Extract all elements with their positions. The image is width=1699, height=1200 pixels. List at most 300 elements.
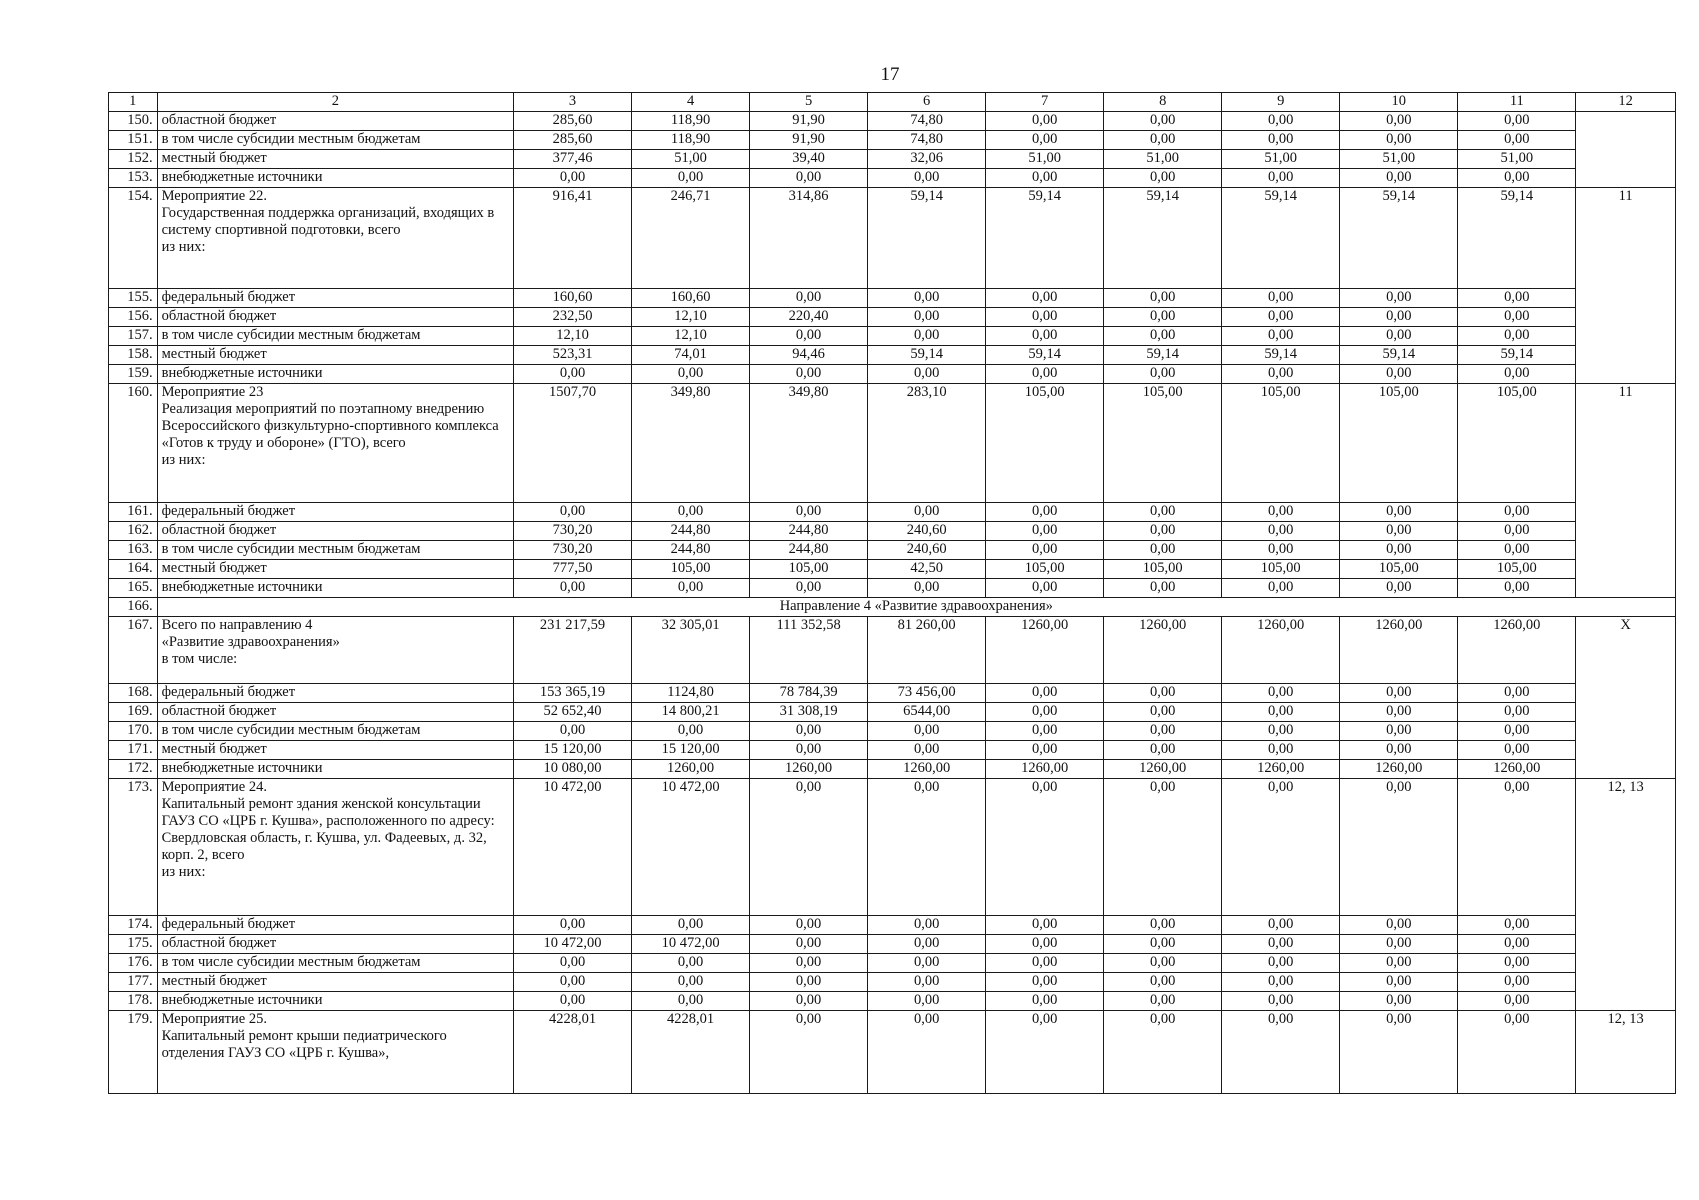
- value-cell-col-11: 1260,00: [1458, 760, 1576, 779]
- value-cell-col-3: 1507,70: [514, 384, 632, 503]
- value-cell-col-5: 349,80: [750, 384, 868, 503]
- value-cell-col-8: 0,00: [1104, 541, 1222, 560]
- column-header-4: 4: [632, 93, 750, 112]
- table-body: [109, 93, 1676, 1094]
- row-label: федеральный бюджет: [157, 503, 513, 522]
- row-number: 163.: [109, 541, 158, 560]
- value-cell-col-4: 4228,01: [632, 1011, 750, 1094]
- row-number: 156.: [109, 308, 158, 327]
- value-cell-col-9: 0,00: [1222, 973, 1340, 992]
- value-cell-col-7: 0,00: [986, 112, 1104, 131]
- value-cell-col-10: 105,00: [1340, 560, 1458, 579]
- value-cell-col-7: 0,00: [986, 973, 1104, 992]
- page-number: 17: [880, 64, 900, 85]
- table-row: [109, 112, 1676, 131]
- value-cell-col-3: 10 080,00: [514, 760, 632, 779]
- row-number: 157.: [109, 327, 158, 346]
- row-number: 167.: [109, 617, 158, 684]
- value-cell-col-7: 0,00: [986, 308, 1104, 327]
- row-number: 176.: [109, 954, 158, 973]
- value-cell-col-3: 285,60: [514, 112, 632, 131]
- value-cell-col-8: 0,00: [1104, 916, 1222, 935]
- column-header-2: 2: [157, 93, 513, 112]
- value-cell-col-8: 0,00: [1104, 973, 1222, 992]
- value-cell-col-9: 1260,00: [1222, 760, 1340, 779]
- value-cell-col-7: 0,00: [986, 579, 1104, 598]
- value-cell-col-4: 0,00: [632, 365, 750, 384]
- value-cell-col-6: 73 456,00: [868, 684, 986, 703]
- table-row: [109, 188, 1676, 289]
- value-cell-col-5: 91,90: [750, 112, 868, 131]
- value-cell-col-5: 0,00: [750, 327, 868, 346]
- row-label: областной бюджет: [157, 935, 513, 954]
- value-cell-col-4: 12,10: [632, 327, 750, 346]
- value-cell-col-5: 91,90: [750, 131, 868, 150]
- value-cell-col-5: 94,46: [750, 346, 868, 365]
- value-cell-col-11: 0,00: [1458, 722, 1576, 741]
- value-cell-col-7: 59,14: [986, 346, 1104, 365]
- table-row: [109, 579, 1676, 598]
- value-cell-col-10: 0,00: [1340, 722, 1458, 741]
- row-number: 172.: [109, 760, 158, 779]
- target-cell: 12, 13: [1576, 779, 1676, 1011]
- value-cell-col-9: 0,00: [1222, 992, 1340, 1011]
- value-cell-col-8: 0,00: [1104, 779, 1222, 916]
- column-header-8: 8: [1104, 93, 1222, 112]
- value-cell-col-4: 246,71: [632, 188, 750, 289]
- value-cell-col-5: 39,40: [750, 150, 868, 169]
- value-cell-col-6: 0,00: [868, 973, 986, 992]
- row-label: Мероприятие 22. Государственная поддержка организаций, входящих в систему спортивной подготовки, всего из них:: [157, 188, 513, 289]
- value-cell-col-9: 0,00: [1222, 522, 1340, 541]
- value-cell-col-10: 0,00: [1340, 327, 1458, 346]
- value-cell-col-4: 10 472,00: [632, 935, 750, 954]
- value-cell-col-10: 0,00: [1340, 992, 1458, 1011]
- value-cell-col-3: 0,00: [514, 954, 632, 973]
- row-number: 174.: [109, 916, 158, 935]
- value-cell-col-4: 244,80: [632, 541, 750, 560]
- value-cell-col-10: 59,14: [1340, 188, 1458, 289]
- value-cell-col-10: 0,00: [1340, 289, 1458, 308]
- table-row: [109, 308, 1676, 327]
- row-label: федеральный бюджет: [157, 289, 513, 308]
- row-label: Всего по направлению 4 «Развитие здравоохранения» в том числе:: [157, 617, 513, 684]
- row-number: 177.: [109, 973, 158, 992]
- row-label: внебюджетные источники: [157, 760, 513, 779]
- value-cell-col-4: 244,80: [632, 522, 750, 541]
- value-cell-col-6: 0,00: [868, 365, 986, 384]
- value-cell-col-11: 0,00: [1458, 522, 1576, 541]
- value-cell-col-3: 10 472,00: [514, 935, 632, 954]
- value-cell-col-8: 1260,00: [1104, 617, 1222, 684]
- row-number: 173.: [109, 779, 158, 916]
- value-cell-col-7: 0,00: [986, 741, 1104, 760]
- value-cell-col-7: 0,00: [986, 992, 1104, 1011]
- value-cell-col-7: 0,00: [986, 722, 1104, 741]
- value-cell-col-6: 0,00: [868, 935, 986, 954]
- value-cell-col-9: 0,00: [1222, 722, 1340, 741]
- value-cell-col-4: 0,00: [632, 916, 750, 935]
- value-cell-col-6: 0,00: [868, 916, 986, 935]
- row-label: областной бюджет: [157, 308, 513, 327]
- value-cell-col-6: 0,00: [868, 954, 986, 973]
- table-row: [109, 760, 1676, 779]
- value-cell-col-5: 220,40: [750, 308, 868, 327]
- value-cell-col-10: 0,00: [1340, 169, 1458, 188]
- value-cell-col-7: 0,00: [986, 169, 1104, 188]
- column-header-11: 11: [1458, 93, 1576, 112]
- value-cell-col-7: 0,00: [986, 954, 1104, 973]
- column-header-6: 6: [868, 93, 986, 112]
- value-cell-col-10: 1260,00: [1340, 760, 1458, 779]
- value-cell-col-8: 0,00: [1104, 703, 1222, 722]
- value-cell-col-8: 0,00: [1104, 365, 1222, 384]
- value-cell-col-10: 0,00: [1340, 541, 1458, 560]
- row-number: 164.: [109, 560, 158, 579]
- value-cell-col-3: 0,00: [514, 365, 632, 384]
- value-cell-col-7: 0,00: [986, 289, 1104, 308]
- value-cell-col-4: 0,00: [632, 169, 750, 188]
- table-row: [109, 916, 1676, 935]
- value-cell-col-5: 111 352,58: [750, 617, 868, 684]
- value-cell-col-4: 0,00: [632, 503, 750, 522]
- table-row: [109, 327, 1676, 346]
- column-header-1: 1: [109, 93, 158, 112]
- value-cell-col-3: 285,60: [514, 131, 632, 150]
- value-cell-col-6: 0,00: [868, 741, 986, 760]
- value-cell-col-7: 1260,00: [986, 760, 1104, 779]
- value-cell-col-5: 0,00: [750, 722, 868, 741]
- value-cell-col-8: 0,00: [1104, 112, 1222, 131]
- value-cell-col-7: 0,00: [986, 935, 1104, 954]
- value-cell-col-5: 0,00: [750, 289, 868, 308]
- value-cell-col-9: 0,00: [1222, 703, 1340, 722]
- value-cell-col-9: 0,00: [1222, 916, 1340, 935]
- value-cell-col-11: 0,00: [1458, 684, 1576, 703]
- value-cell-col-5: 105,00: [750, 560, 868, 579]
- value-cell-col-11: 0,00: [1458, 169, 1576, 188]
- value-cell-col-9: 0,00: [1222, 503, 1340, 522]
- value-cell-col-11: 0,00: [1458, 131, 1576, 150]
- value-cell-col-5: 244,80: [750, 541, 868, 560]
- value-cell-col-10: 0,00: [1340, 935, 1458, 954]
- row-label: местный бюджет: [157, 741, 513, 760]
- value-cell-col-11: 0,00: [1458, 935, 1576, 954]
- value-cell-col-6: 0,00: [868, 503, 986, 522]
- row-label: в том числе субсидии местным бюджетам: [157, 722, 513, 741]
- row-number: 150.: [109, 112, 158, 131]
- value-cell-col-6: 0,00: [868, 1011, 986, 1094]
- value-cell-col-3: 15 120,00: [514, 741, 632, 760]
- value-cell-col-6: 59,14: [868, 188, 986, 289]
- value-cell-col-9: 1260,00: [1222, 617, 1340, 684]
- value-cell-col-9: 0,00: [1222, 327, 1340, 346]
- row-number: 152.: [109, 150, 158, 169]
- value-cell-col-7: 51,00: [986, 150, 1104, 169]
- value-cell-col-3: 231 217,59: [514, 617, 632, 684]
- value-cell-col-3: 523,31: [514, 346, 632, 365]
- value-cell-col-5: 78 784,39: [750, 684, 868, 703]
- value-cell-col-11: 105,00: [1458, 560, 1576, 579]
- value-cell-col-7: 0,00: [986, 503, 1104, 522]
- value-cell-col-10: 0,00: [1340, 112, 1458, 131]
- value-cell-col-7: 105,00: [986, 560, 1104, 579]
- value-cell-col-6: 6544,00: [868, 703, 986, 722]
- value-cell-col-8: 0,00: [1104, 579, 1222, 598]
- table-row: [109, 1011, 1676, 1094]
- value-cell-col-4: 14 800,21: [632, 703, 750, 722]
- value-cell-col-5: 0,00: [750, 579, 868, 598]
- value-cell-col-11: 51,00: [1458, 150, 1576, 169]
- row-number: 162.: [109, 522, 158, 541]
- value-cell-col-9: 59,14: [1222, 346, 1340, 365]
- value-cell-col-9: 0,00: [1222, 169, 1340, 188]
- value-cell-col-8: 51,00: [1104, 150, 1222, 169]
- table-row: [109, 779, 1676, 916]
- value-cell-col-8: 0,00: [1104, 1011, 1222, 1094]
- row-number: 171.: [109, 741, 158, 760]
- row-number: 158.: [109, 346, 158, 365]
- value-cell-col-4: 349,80: [632, 384, 750, 503]
- table-row: [109, 992, 1676, 1011]
- column-header-9: 9: [1222, 93, 1340, 112]
- value-cell-col-10: 0,00: [1340, 579, 1458, 598]
- value-cell-col-8: 0,00: [1104, 684, 1222, 703]
- value-cell-col-4: 0,00: [632, 579, 750, 598]
- value-cell-col-10: 59,14: [1340, 346, 1458, 365]
- value-cell-col-4: 15 120,00: [632, 741, 750, 760]
- value-cell-col-5: 1260,00: [750, 760, 868, 779]
- column-header-5: 5: [750, 93, 868, 112]
- value-cell-col-4: 1124,80: [632, 684, 750, 703]
- value-cell-col-3: 232,50: [514, 308, 632, 327]
- value-cell-col-3: 777,50: [514, 560, 632, 579]
- value-cell-col-10: 0,00: [1340, 365, 1458, 384]
- value-cell-col-8: 105,00: [1104, 384, 1222, 503]
- value-cell-col-9: 0,00: [1222, 684, 1340, 703]
- table-row: [109, 560, 1676, 579]
- value-cell-col-9: 0,00: [1222, 1011, 1340, 1094]
- value-cell-col-9: 0,00: [1222, 579, 1340, 598]
- value-cell-col-6: 283,10: [868, 384, 986, 503]
- value-cell-col-5: 0,00: [750, 1011, 868, 1094]
- row-label: местный бюджет: [157, 973, 513, 992]
- target-cell: [1576, 112, 1676, 188]
- section-row: [109, 598, 1676, 617]
- value-cell-col-11: 0,00: [1458, 779, 1576, 916]
- value-cell-col-3: 730,20: [514, 522, 632, 541]
- row-number: 165.: [109, 579, 158, 598]
- value-cell-col-6: 0,00: [868, 779, 986, 916]
- table-row: [109, 289, 1676, 308]
- row-number: 154.: [109, 188, 158, 289]
- value-cell-col-11: 0,00: [1458, 503, 1576, 522]
- row-label: областной бюджет: [157, 522, 513, 541]
- value-cell-col-7: 0,00: [986, 779, 1104, 916]
- value-cell-col-9: 0,00: [1222, 131, 1340, 150]
- value-cell-col-3: 160,60: [514, 289, 632, 308]
- value-cell-col-11: 0,00: [1458, 741, 1576, 760]
- value-cell-col-8: 105,00: [1104, 560, 1222, 579]
- row-label: местный бюджет: [157, 346, 513, 365]
- row-label: в том числе субсидии местным бюджетам: [157, 954, 513, 973]
- value-cell-col-5: 0,00: [750, 169, 868, 188]
- value-cell-col-10: 0,00: [1340, 973, 1458, 992]
- column-header-10: 10: [1340, 93, 1458, 112]
- value-cell-col-8: 0,00: [1104, 289, 1222, 308]
- value-cell-col-6: 59,14: [868, 346, 986, 365]
- row-number: 159.: [109, 365, 158, 384]
- value-cell-col-3: 0,00: [514, 916, 632, 935]
- table-row: [109, 365, 1676, 384]
- value-cell-col-11: 0,00: [1458, 954, 1576, 973]
- value-cell-col-6: 0,00: [868, 992, 986, 1011]
- value-cell-col-6: 240,60: [868, 522, 986, 541]
- value-cell-col-10: 0,00: [1340, 779, 1458, 916]
- value-cell-col-11: 0,00: [1458, 992, 1576, 1011]
- row-label: местный бюджет: [157, 560, 513, 579]
- value-cell-col-3: 10 472,00: [514, 779, 632, 916]
- value-cell-col-10: 0,00: [1340, 916, 1458, 935]
- table-row: [109, 684, 1676, 703]
- value-cell-col-11: 0,00: [1458, 703, 1576, 722]
- value-cell-col-3: 0,00: [514, 169, 632, 188]
- value-cell-col-9: 0,00: [1222, 935, 1340, 954]
- table-row: [109, 150, 1676, 169]
- value-cell-col-6: 0,00: [868, 169, 986, 188]
- table-row: [109, 169, 1676, 188]
- value-cell-col-11: 0,00: [1458, 973, 1576, 992]
- row-label: внебюджетные источники: [157, 365, 513, 384]
- table-row: [109, 346, 1676, 365]
- value-cell-col-5: 0,00: [750, 779, 868, 916]
- value-cell-col-6: 1260,00: [868, 760, 986, 779]
- row-label: Мероприятие 24. Капитальный ремонт здания женской консультации ГАУЗ СО «ЦРБ г. Кушва», расположенного по адресу: Свердловская область, г. Кушва, ул. Фадеевых, д. 32, корп. 2, всего из них:: [157, 779, 513, 916]
- value-cell-col-5: 0,00: [750, 365, 868, 384]
- value-cell-col-3: 377,46: [514, 150, 632, 169]
- value-cell-col-8: 0,00: [1104, 308, 1222, 327]
- row-number: 168.: [109, 684, 158, 703]
- row-label: внебюджетные источники: [157, 992, 513, 1011]
- value-cell-col-4: 32 305,01: [632, 617, 750, 684]
- value-cell-col-9: 0,00: [1222, 289, 1340, 308]
- value-cell-col-7: 0,00: [986, 1011, 1104, 1094]
- value-cell-col-10: 0,00: [1340, 703, 1458, 722]
- value-cell-col-11: 0,00: [1458, 308, 1576, 327]
- value-cell-col-11: 0,00: [1458, 365, 1576, 384]
- value-cell-col-5: 0,00: [750, 973, 868, 992]
- row-number: 170.: [109, 722, 158, 741]
- value-cell-col-11: 0,00: [1458, 579, 1576, 598]
- value-cell-col-4: 0,00: [632, 954, 750, 973]
- value-cell-col-6: 42,50: [868, 560, 986, 579]
- table-row: [109, 131, 1676, 150]
- value-cell-col-8: 0,00: [1104, 503, 1222, 522]
- value-cell-col-11: 0,00: [1458, 916, 1576, 935]
- value-cell-col-10: 0,00: [1340, 522, 1458, 541]
- header-row: [109, 93, 1676, 112]
- value-cell-col-9: 0,00: [1222, 112, 1340, 131]
- value-cell-col-5: 0,00: [750, 954, 868, 973]
- value-cell-col-4: 118,90: [632, 112, 750, 131]
- value-cell-col-8: 1260,00: [1104, 760, 1222, 779]
- value-cell-col-7: 0,00: [986, 541, 1104, 560]
- value-cell-col-7: 59,14: [986, 188, 1104, 289]
- value-cell-col-4: 1260,00: [632, 760, 750, 779]
- row-label: Мероприятие 23 Реализация мероприятий по поэтапному внедрению Всероссийского физкультурно-спортивного комплекса «Готов к труду и обороне» (ГТО), всего из них:: [157, 384, 513, 503]
- row-number: 161.: [109, 503, 158, 522]
- section-title: Направление 4 «Развитие здравоохранения»: [157, 598, 1675, 617]
- value-cell-col-6: 0,00: [868, 308, 986, 327]
- value-cell-col-3: 0,00: [514, 973, 632, 992]
- value-cell-col-4: 105,00: [632, 560, 750, 579]
- value-cell-col-10: 0,00: [1340, 503, 1458, 522]
- value-cell-col-7: 0,00: [986, 365, 1104, 384]
- value-cell-col-6: 81 260,00: [868, 617, 986, 684]
- table-row: [109, 617, 1676, 684]
- row-number: 160.: [109, 384, 158, 503]
- value-cell-col-3: 4228,01: [514, 1011, 632, 1094]
- value-cell-col-7: 0,00: [986, 703, 1104, 722]
- value-cell-col-4: 74,01: [632, 346, 750, 365]
- value-cell-col-5: 244,80: [750, 522, 868, 541]
- row-number: 155.: [109, 289, 158, 308]
- row-number: 175.: [109, 935, 158, 954]
- table-row: [109, 973, 1676, 992]
- value-cell-col-7: 0,00: [986, 684, 1104, 703]
- value-cell-col-7: 0,00: [986, 522, 1104, 541]
- table-row: [109, 384, 1676, 503]
- row-label: областной бюджет: [157, 112, 513, 131]
- target-cell: 12, 13: [1576, 1011, 1676, 1094]
- column-header-3: 3: [514, 93, 632, 112]
- value-cell-col-8: 0,00: [1104, 327, 1222, 346]
- value-cell-col-6: 74,80: [868, 131, 986, 150]
- value-cell-col-10: 105,00: [1340, 384, 1458, 503]
- value-cell-col-10: 0,00: [1340, 684, 1458, 703]
- row-number: 151.: [109, 131, 158, 150]
- table-row: [109, 503, 1676, 522]
- value-cell-col-3: 0,00: [514, 722, 632, 741]
- row-number: 179.: [109, 1011, 158, 1094]
- value-cell-col-7: 0,00: [986, 327, 1104, 346]
- value-cell-col-10: 0,00: [1340, 741, 1458, 760]
- value-cell-col-10: 0,00: [1340, 1011, 1458, 1094]
- value-cell-col-3: 52 652,40: [514, 703, 632, 722]
- row-label: внебюджетные источники: [157, 169, 513, 188]
- value-cell-col-4: 0,00: [632, 992, 750, 1011]
- value-cell-col-7: 0,00: [986, 131, 1104, 150]
- value-cell-col-8: 0,00: [1104, 131, 1222, 150]
- row-label: местный бюджет: [157, 150, 513, 169]
- table-row: [109, 741, 1676, 760]
- value-cell-col-10: 51,00: [1340, 150, 1458, 169]
- value-cell-col-8: 0,00: [1104, 741, 1222, 760]
- value-cell-col-3: 153 365,19: [514, 684, 632, 703]
- value-cell-col-6: 32,06: [868, 150, 986, 169]
- target-cell: 11: [1576, 384, 1676, 598]
- value-cell-col-4: 0,00: [632, 973, 750, 992]
- table-row: [109, 954, 1676, 973]
- value-cell-col-3: 12,10: [514, 327, 632, 346]
- value-cell-col-4: 12,10: [632, 308, 750, 327]
- value-cell-col-11: 0,00: [1458, 289, 1576, 308]
- value-cell-col-5: 0,00: [750, 741, 868, 760]
- value-cell-col-5: 0,00: [750, 935, 868, 954]
- value-cell-col-11: 59,14: [1458, 346, 1576, 365]
- value-cell-col-8: 0,00: [1104, 935, 1222, 954]
- value-cell-col-11: 0,00: [1458, 112, 1576, 131]
